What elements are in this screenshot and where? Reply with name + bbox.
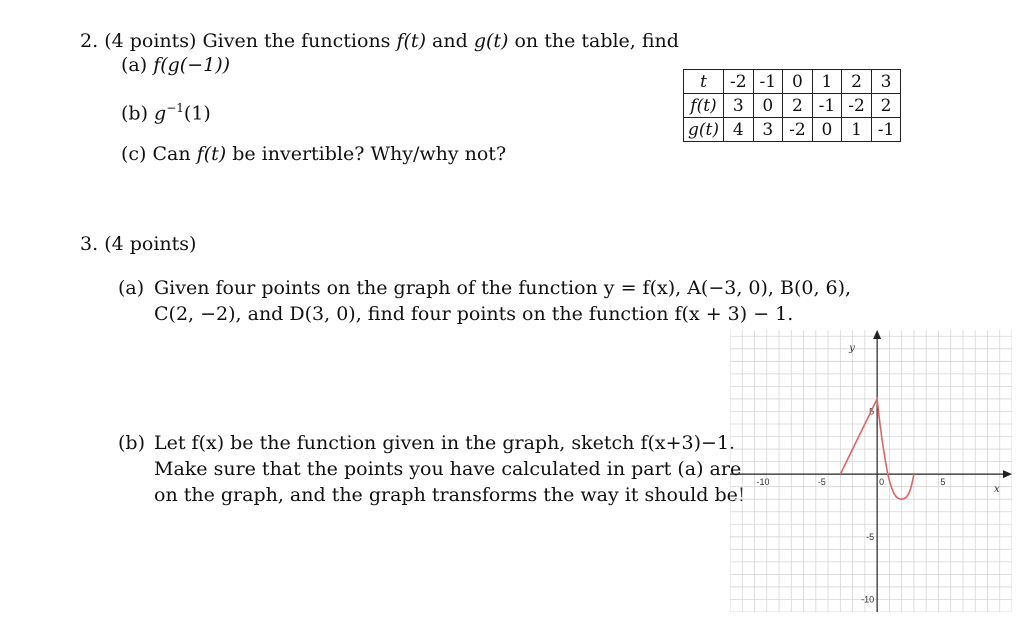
q2c-expr: f(t) <box>196 143 227 165</box>
q2-f-expr: f(t) <box>396 30 426 52</box>
function-graph <box>730 330 1012 612</box>
y-tick-label: 5 <box>869 406 875 417</box>
q2b <box>121 96 211 125</box>
q2a-label: (a) <box>121 54 148 76</box>
q2-line <box>80 29 679 53</box>
q2-intro: (4 points) Given the functions <box>104 30 391 52</box>
q2b-base: g <box>154 102 167 125</box>
table-cell: 0 <box>753 94 783 118</box>
q2-g-expr: g(t) <box>473 30 509 52</box>
q3a-label: (a) <box>118 277 145 299</box>
table-cell: 1 <box>812 70 842 94</box>
x-tick-label: -5 <box>817 477 826 488</box>
q2c-label: (c) <box>121 143 147 165</box>
table-cell: -2 <box>783 118 813 142</box>
row-header-f: f(t) <box>684 94 724 118</box>
x-tick-label: -10 <box>756 477 770 488</box>
table-cell: 4 <box>723 118 753 142</box>
row-header-g: g(t) <box>684 118 724 142</box>
function-table <box>683 69 901 142</box>
table-row <box>684 94 901 118</box>
table-cell: -2 <box>723 70 753 94</box>
y-axis-arrow <box>873 330 881 339</box>
table-row <box>684 70 901 94</box>
q3a-line1: Given four points on the graph of the function y = f(x), A(−3, 0), B(0, 6), <box>154 277 852 299</box>
table-cell: 3 <box>871 70 901 94</box>
table-cell: 2 <box>871 94 901 118</box>
y-tick-label: -5 <box>866 531 875 542</box>
q2c-pre: Can <box>152 143 191 165</box>
grid-lines <box>730 330 1012 612</box>
q3a-line2: C(2, −2), and D(3, 0), find four points on the function f(x + 3) − 1. <box>154 303 794 325</box>
q3-line <box>80 232 196 256</box>
q2a-expr: f(g(−1)) <box>153 54 231 76</box>
x-axis-arrow <box>1003 470 1012 478</box>
q2-and: and <box>432 30 468 52</box>
table-cell: 1 <box>842 118 872 142</box>
q2b-arg: (1) <box>183 102 211 125</box>
table-cell: 0 <box>783 70 813 94</box>
table-cell: 3 <box>723 94 753 118</box>
table-cell: 2 <box>783 94 813 118</box>
table-cell: 2 <box>842 70 872 94</box>
q3-points: (4 points) <box>104 233 197 255</box>
q3b-label: (b) <box>118 432 145 454</box>
x-axis-name: x <box>994 484 1000 496</box>
q2c <box>121 142 506 166</box>
y-tick-label: -10 <box>861 594 875 605</box>
axes <box>730 330 1012 612</box>
y-axis-name: y <box>849 343 855 354</box>
q3b-line2: Make sure that the points you have calculated in part (a) are <box>154 458 742 480</box>
x-tick-label: 0 <box>879 477 885 488</box>
table-cell: -1 <box>871 118 901 142</box>
q3b-line1: Let f(x) be the function given in the graph, sketch f(x+3)−1. <box>154 432 736 454</box>
q2b-sup: −1 <box>166 101 184 115</box>
table-cell: -1 <box>812 94 842 118</box>
table-cell: -1 <box>753 70 783 94</box>
q2c-post: be invertible? Why/why not? <box>232 143 507 165</box>
q3b-line3: on the graph, and the graph transforms the way it should be! <box>154 484 746 506</box>
row-header-t: t <box>684 70 724 94</box>
table-row <box>684 118 901 142</box>
q2-tail: on the table, find <box>514 30 679 52</box>
q2-number: 2. <box>80 30 99 52</box>
table-cell: 0 <box>812 118 842 142</box>
q3-number: 3. <box>80 233 99 255</box>
x-tick-label: 5 <box>940 477 946 488</box>
q2a <box>121 53 230 77</box>
table-cell: -2 <box>842 94 872 118</box>
table-cell: 3 <box>753 118 783 142</box>
q2b-label: (b) <box>121 102 148 125</box>
